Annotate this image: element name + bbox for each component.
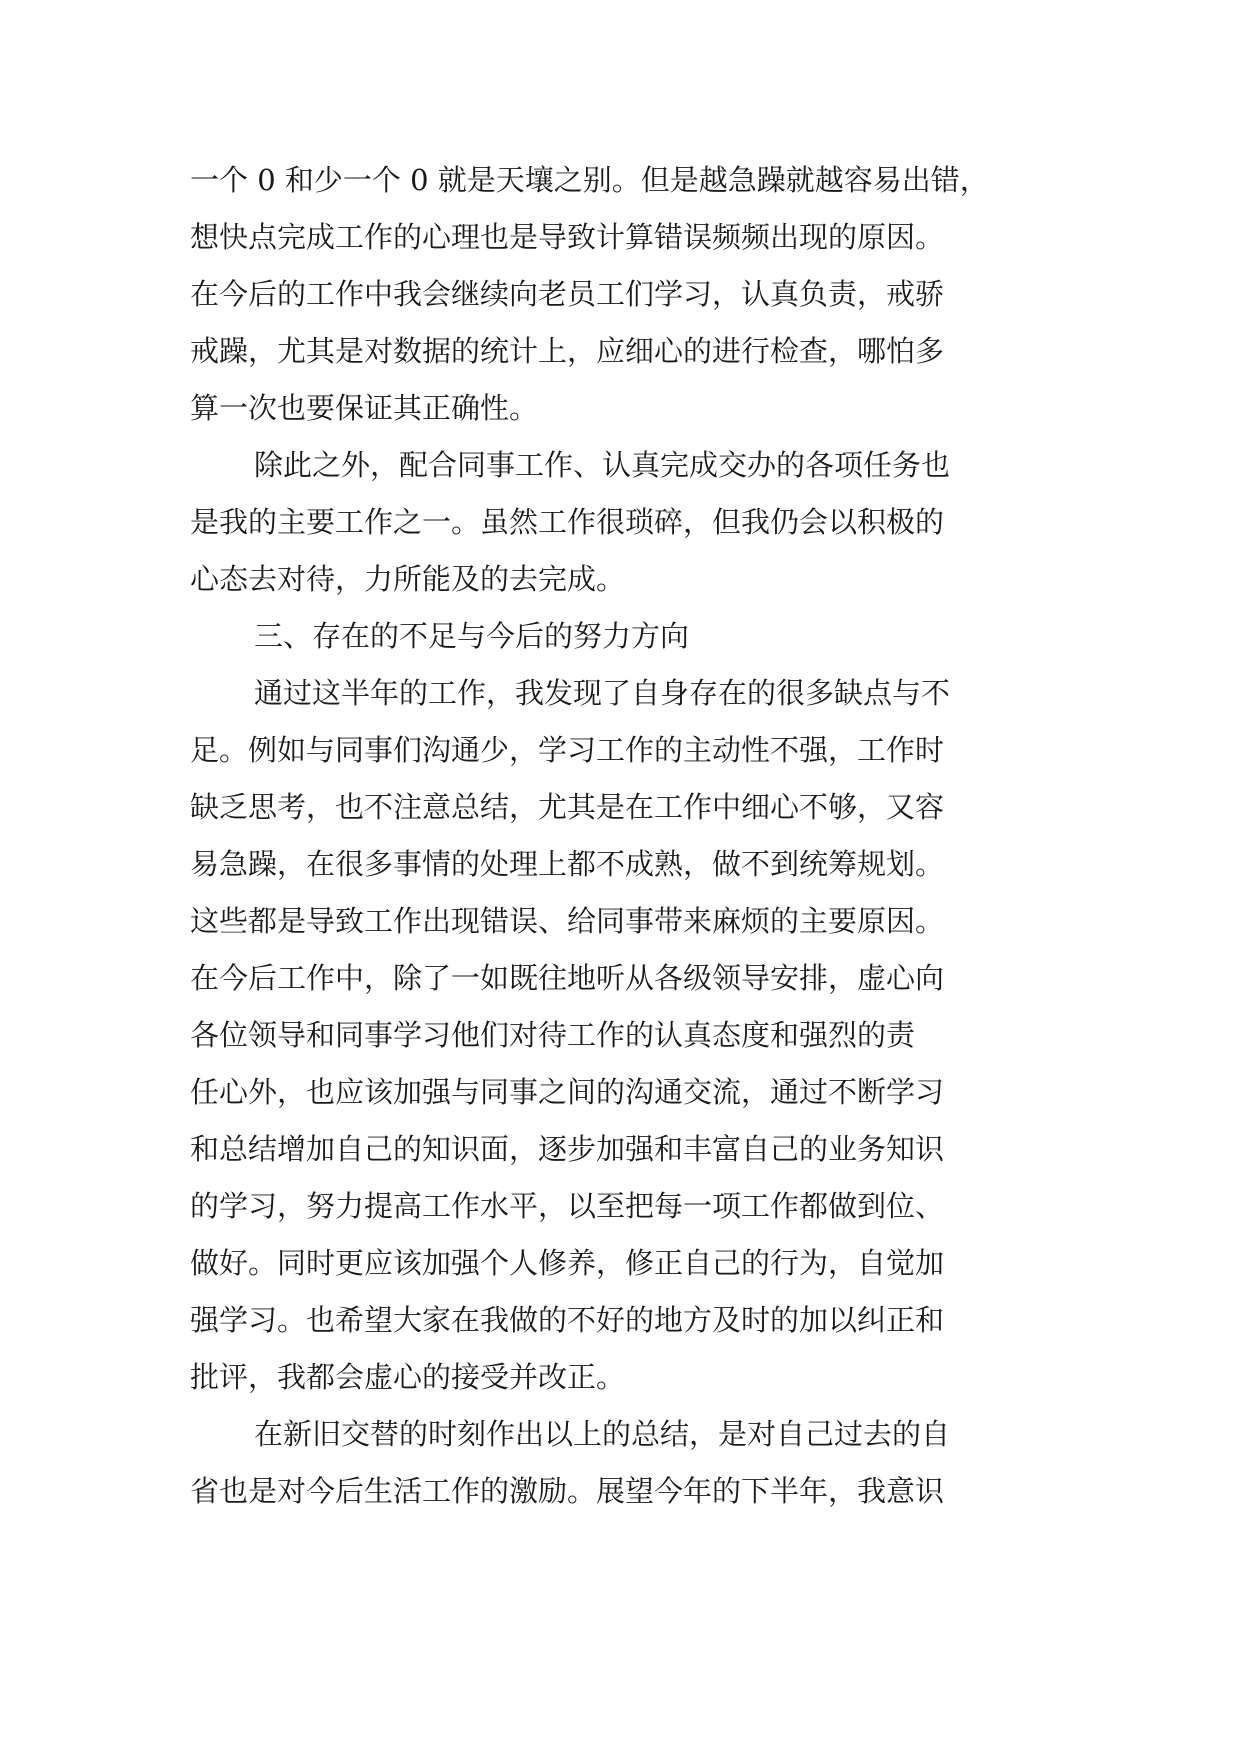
text-line: 想快点完成工作的心理也是导致计算错误频频出现的原因。 (190, 220, 945, 254)
paragraph (190, 665, 1070, 1406)
text-line: 各位领导和同事学习他们对待工作的认真态度和强烈的责 (190, 1018, 916, 1052)
text-line: 在今后的工作中我会继续向老员工们学习，认真负责，戒骄 (190, 277, 945, 311)
text-line: 和总结增加自己的知识面，逐步加强和丰富自己的业务知识 (190, 1132, 945, 1166)
text-line: 是我的主要工作之一。虽然工作很琐碎，但我仍会以积极的 (190, 505, 945, 539)
text-line: 足。例如与同事们沟通少，学习工作的主动性不强，工作时 (190, 733, 945, 767)
paragraph (190, 1406, 1070, 1520)
text-line: 在新旧交替的时刻作出以上的总结，是对自己过去的自 (254, 1417, 951, 1451)
text-line: 通过这半年的工作，我发现了自身存在的很多缺点与不 (254, 676, 951, 710)
paragraph (190, 437, 1070, 608)
text-line: 省也是对今后生活工作的激励。展望今年的下半年，我意识 (190, 1474, 945, 1508)
text-line: 在今后工作中，除了一如既往地听从各级领导安排，虚心向 (190, 961, 945, 995)
text-line: 易急躁，在很多事情的处理上都不成熟，做不到统筹规划。 (190, 847, 945, 881)
text-line: 心态去对待，力所能及的去完成。 (190, 562, 626, 596)
text-line: 一个 0 和少一个 0 就是天壤之别。但是越急躁就越容易出错， (190, 163, 989, 197)
paragraph (190, 152, 1070, 437)
text-line: 缺乏思考，也不注意总结，尤其是在工作中细心不够，又容 (190, 790, 945, 824)
text-line: 三、存在的不足与今后的努力方向 (254, 619, 690, 653)
paragraph (190, 608, 1070, 665)
text-line: 算一次也要保证其正确性。 (190, 391, 539, 425)
document-body (190, 152, 1070, 1520)
text-line: 做好。同时更应该加强个人修养，修正自己的行为，自觉加 (190, 1246, 945, 1280)
text-line: 强学习。也希望大家在我做的不好的地方及时的加以纠正和 (190, 1303, 945, 1337)
text-line: 除此之外，配合同事工作、认真完成交办的各项任务也 (254, 448, 951, 482)
text-line: 的学习，努力提高工作水平，以至把每一项工作都做到位、 (190, 1189, 945, 1223)
text-line: 这些都是导致工作出现错误、给同事带来麻烦的主要原因。 (190, 904, 945, 938)
text-line: 任心外，也应该加强与同事之间的沟通交流，通过不断学习 (190, 1075, 945, 1109)
text-line: 戒躁，尤其是对数据的统计上，应细心的进行检查，哪怕多 (190, 334, 945, 368)
text-line: 批评，我都会虚心的接受并改正。 (190, 1360, 626, 1394)
